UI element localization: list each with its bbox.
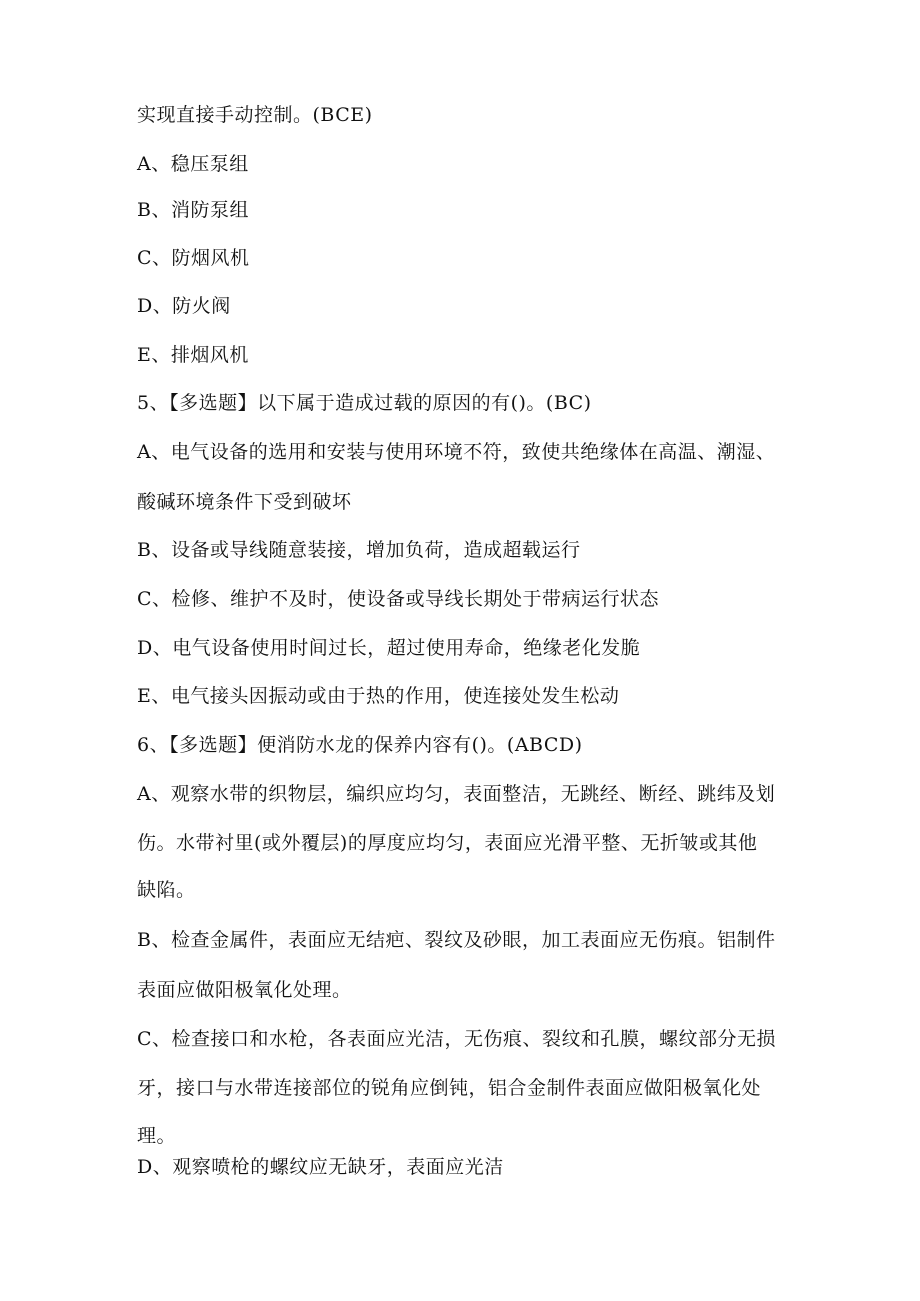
q6-option-c-line3: 理。	[137, 1125, 177, 1147]
q6-option-b-line1: B、检查金属件，表面应无结疤、裂纹及砂眼，加工表面应无伤痕。铝制件	[137, 929, 776, 951]
question-6-title: 6、【多选题】便消防水龙的保养内容有()。(ABCD)	[137, 734, 583, 756]
q4-option-c: C、防烟风机	[137, 247, 250, 269]
q5-option-b: B、设备或导线随意装接，增加负荷，造成超载运行	[137, 539, 581, 561]
q6-option-a-line1: A、观察水带的织物层，编织应均匀，表面整洁，无跳经、断经、跳纬及划	[137, 783, 776, 805]
q6-option-a-line3: 缺陷。	[137, 879, 196, 901]
q6-option-a-line2: 伤。水带衬里(或外覆层)的厚度应均匀，表面应光滑平整、无折皱或其他	[137, 832, 758, 854]
q6-option-b-line2: 表面应做阳极氧化处理。	[137, 979, 352, 1001]
q5-option-a-line1: A、电气设备的选用和安装与使用环境不符，致使共绝缘体在高温、潮湿、	[137, 441, 776, 463]
q4-option-a: A、稳压泵组	[137, 153, 249, 175]
question-5-title: 5、【多选题】以下属于造成过载的原因的有()。(BC)	[137, 392, 592, 414]
q5-option-a-line2: 酸碱环境条件下受到破坏	[137, 491, 352, 513]
q5-option-c: C、检修、维护不及时，使设备或导线长期处于带病运行状态	[137, 588, 660, 610]
q6-option-c-line2: 牙，接口与水带连接部位的锐角应倒钝，铝合金制件表面应做阳极氧化处	[137, 1077, 762, 1099]
q5-option-d: D、电气设备使用时间过长，超过使用寿命，绝缘老化发脆	[137, 637, 641, 659]
q5-option-e: E、电气接头因振动或由于热的作用，使连接处发生松动	[137, 685, 620, 707]
q6-option-d: D、观察喷枪的螺纹应无缺牙，表面应光洁	[137, 1156, 504, 1178]
q4-option-d: D、防火阀	[137, 295, 231, 317]
q6-option-c-line1: C、检查接口和水枪，各表面应光洁，无伤痕、裂纹和孔膜，螺纹部分无损	[137, 1028, 777, 1050]
q4-option-e: E、排烟风机	[137, 344, 249, 366]
q4-option-b: B、消防泵组	[137, 199, 249, 221]
text-line-continuation-answer: 实现直接手动控制。(BCE)	[137, 104, 373, 126]
